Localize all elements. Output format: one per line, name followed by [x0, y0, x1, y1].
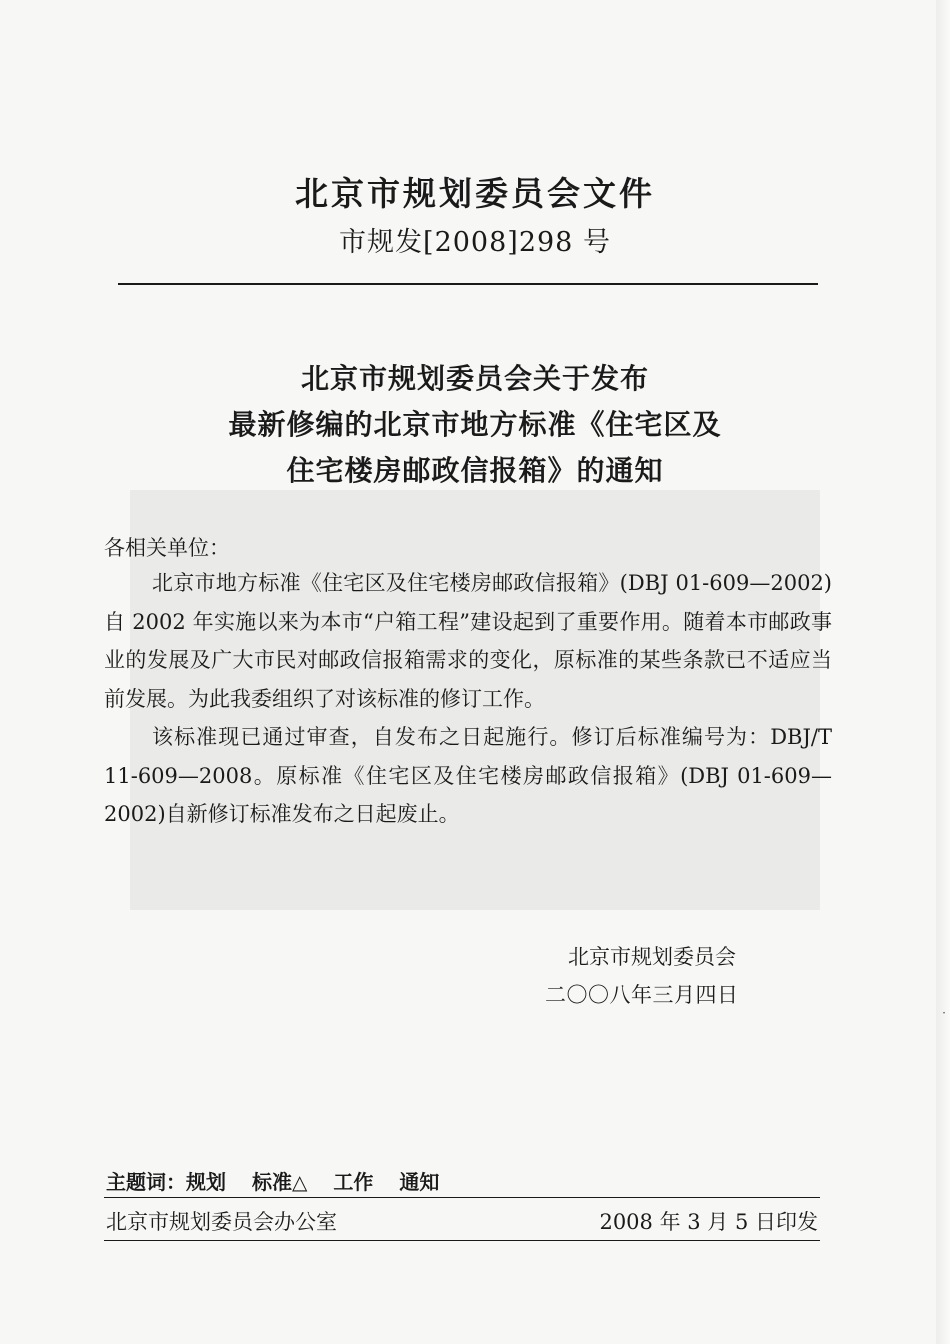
notice-title-line-3: 住宅楼房邮政信报箱》的通知 — [286, 454, 664, 487]
signing-date: 二〇〇八年三月四日 — [545, 983, 739, 1007]
document-number: 市规发[2008]298 号 — [339, 227, 611, 258]
margin-mark: · — [942, 1006, 946, 1020]
header-divider — [118, 283, 818, 285]
issuance-footer — [106, 1206, 818, 1236]
signing-organization: 北京市规划委员会 — [568, 945, 736, 969]
salutation: 各相关单位： — [104, 536, 230, 560]
footer-divider-bottom — [104, 1240, 820, 1241]
body-paragraph-1: 北京市地方标准《住宅区及住宅楼房邮政信报箱》(DBJ 01-609—2002)自 2002 年实施以来为本市“户箱工程”建设起到了重要作用。随着本市邮政事业的发展及广大市民对邮政信报箱需求的变化，原标准的某些条款已不适应当前发展。为此我委组织了对该标准的修订工作。 — [104, 571, 832, 711]
notice-body — [104, 564, 832, 834]
footer-divider-top — [104, 1197, 820, 1198]
print-date: 2008 年 3 月 5 日印发 — [599, 1210, 818, 1234]
subject-keywords — [106, 1166, 826, 1195]
notice-title-line-1: 北京市规划委员会关于发布 — [300, 362, 649, 395]
notice-title-line-2: 最新修编的北京市地方标准《住宅区及 — [228, 408, 722, 441]
subject-keyword: 规划 — [186, 1170, 226, 1194]
body-paragraph-2: 该标准现已通过审查，自发布之日起施行。修订后标准编号为：DBJ/T 11-609—2008。原标准《住宅区及住宅楼房邮政信报箱》(DBJ 01-609—2002)自新修订标准发布之日起废止。 — [104, 725, 832, 826]
subject-label: 主题词： — [106, 1170, 186, 1194]
issuing-office: 北京市规划委员会办公室 — [106, 1210, 337, 1234]
subject-keyword: 工作 — [333, 1170, 374, 1194]
subject-keyword: 通知 — [399, 1170, 440, 1194]
subject-keyword: 标准△ — [252, 1170, 308, 1194]
signature-block — [545, 938, 785, 1014]
issuer-title: 北京市规划委员会文件 — [295, 174, 655, 213]
notice-title — [0, 356, 950, 494]
